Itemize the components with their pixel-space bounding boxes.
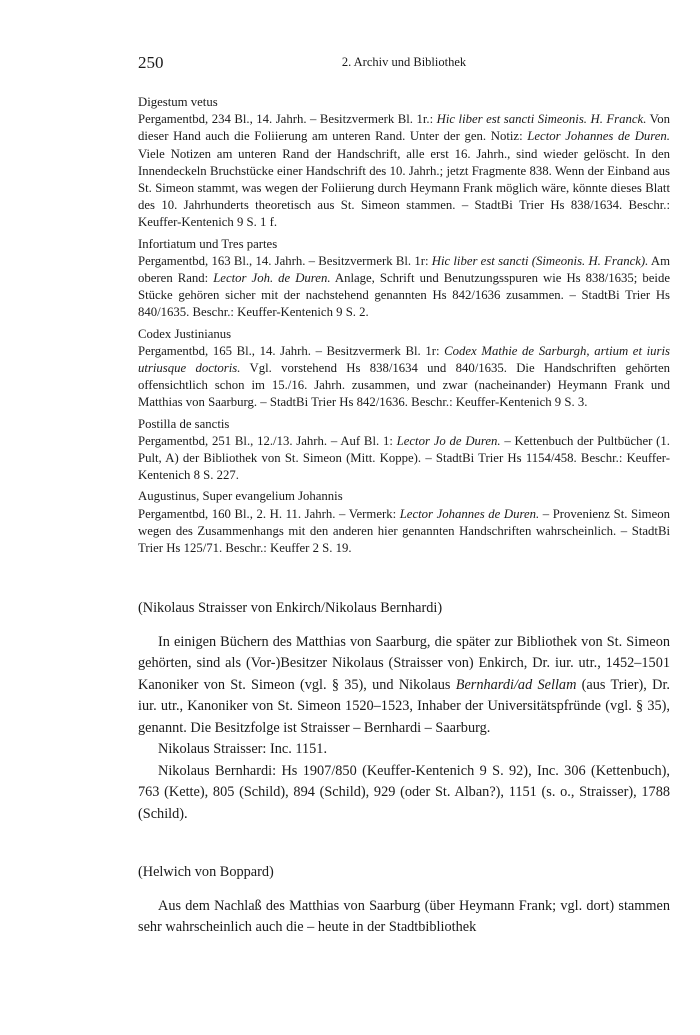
entry-description: Pergamentbd, 251 Bl., 12./13. Jahrh. – Auf Bl. 1: Lector Jo de Duren. – Kettenbuch der Pultbücher (1. Pult, A) der Bibliothek von St. Simeon (Mitt. Koppe). – StadtBi Trier Hs 1154/458. Beschr.: Keuffer-Kentenich 8 S. 227. [138,433,670,483]
entry-title: Infortiatum und Tres partes [138,236,278,251]
entry-title: Augustinus, Super evangelium Johannis [138,489,343,504]
section-helwich [138,862,670,939]
manuscript-entry [138,94,670,232]
entry-title: Postilla de sanctis [138,416,230,431]
page-header [138,53,670,73]
entry-title: Digestum vetus [138,95,218,109]
page-number: 250 [138,53,164,72]
section-heading: (Nikolaus Straisser von Enkirch/Nikolaus Bernhardi) [138,600,443,616]
manuscript-entry [138,488,670,557]
body-paragraph: Nikolaus Straisser: Inc. 1151. [158,741,328,757]
section-heading: (Helwich von Boppard) [138,864,274,880]
entry-description: Pergamentbd, 160 Bl., 2. H. 11. Jahrh. – Vermerk: Lector Johannes de Duren. – Provenienz St. Simeon wegen des Zusammenhangs mit den anderen hier genannten Handschriften wahrscheinlich. – StadtBi Trier Hs 125/71. Beschr.: Keuffer 2 S. 19. [138,506,670,556]
running-head: 2. Archiv und Bibliothek [341,55,467,69]
entry-description: Pergamentbd, 165 Bl., 14. Jahrh. – Besitzvermerk Bl. 1r: Codex Mathie de Sarburgh, artium et iuris utriusque doctoris. Vgl. vorstehend Hs 838/1634 und 840/1635. Die Handschriften gehörten offensichtlich schon im 15./16. Jahrh. zusammen, und zwar (nacheinander) Heymann Frank und Matthias von Saarburg. – StadtBi Trier Hs 842/1636. Beschr.: Keuffer-Kentenich 9 S. 3. [138,343,671,410]
body-paragraph: In einigen Büchern des Matthias von Saarburg, die später zur Bibliothek von St. Simeon gehörten, sind als (Vor-)Besitzer Nikolaus (Straisser von) Enkirch, Dr. iur. utr., 1452–1501 Kanoniker von St. Simeon (vgl. § 35), und Nikolaus Bernhardi/ad Sellam (aus Trier), Dr. iur. utr., Kanoniker von St. Simeon 1520–1523, Inhaber der Universitätspfründe (vgl. § 35), genannt. Die Besitzfolge ist Straisser – Bernhardi – Saarburg. [138,633,671,736]
manuscript-entry [138,416,670,485]
entry-description: Pergamentbd, 234 Bl., 14. Jahrh. – Besitzvermerk Bl. 1r.: Hic liber est sancti Simeonis. H. Franck. Von dieser Hand auch die Foliierung am unteren Rand. Unter der gen. Notiz: Lector Johannes de Duren. Viele Notizen am unteren Rand der Handschrift, alle erst 16. Jahrh., sind wieder gelöscht. In den Innendeckeln Bruchstücke einer Handschrift des 10. Jahrh.; jetzt Fragmente 838. Wenn der Einband aus St. Simeon stammt, was wegen der Foliierung durch Heymann Frank möglich wäre, könnte dieses Blatt des 10. Jahrhunderts theoretisch aus St. Simeon stammen. – StadtBi Trier Hs 838/1634. Beschr.: Keuffer-Kentenich 9 S. 1 f. [138,112,670,230]
manuscript-entry [138,326,670,412]
manuscript-entry [138,236,670,322]
entry-title: Codex Justinianus [138,326,232,341]
section-straisser-bernhardi [138,598,670,825]
body-paragraph: Aus dem Nachlaß des Matthias von Saarburg (über Heymann Frank; vgl. dort) stammen sehr wahrscheinlich auch die – heute in der Stadtbibliothek [138,897,670,935]
body-paragraph: Nikolaus Bernhardi: Hs 1907/850 (Keuffer-Kentenich 9 S. 92), Inc. 306 (Kettenbuch), 763 (Kette), 805 (Schild), 894 (Schild), 929 (oder St. Alban?), 1151 (s. o., Straisser), 1788 (Schild). [138,762,670,822]
entry-description: Pergamentbd, 163 Bl., 14. Jahrh. – Besitzvermerk Bl. 1r: Hic liber est sancti (Simeonis. H. Franck). Am oberen Rand: Lector Joh. de Duren. Anlage, Schrift und Benutzungsspuren wie Hs 838/1635; beide Stücke gehören sicher mit der nachstehend genannten Hs 842/1636 zusammen. – StadtBi Trier Hs 840/1635. Beschr.: Keuffer-Kentenich 9 S. 2. [138,253,671,320]
manuscript-entries [138,94,670,561]
